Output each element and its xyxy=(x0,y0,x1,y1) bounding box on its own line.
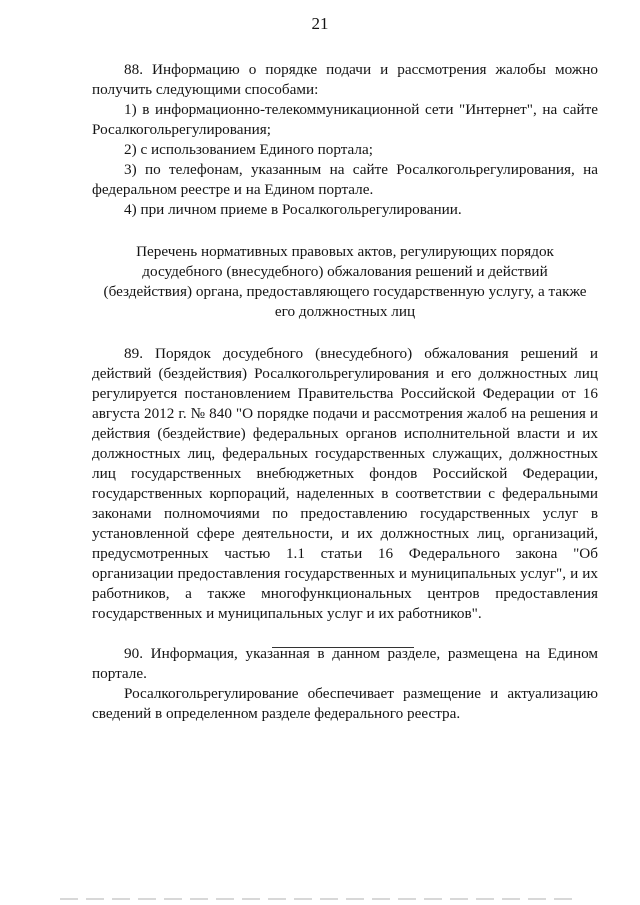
section-89-paragraph: 89. Порядок досудебного (внесудебного) обжалования решений и действий (бездействия) Росалкогольрегулирования и его должностных лиц регулируется постановлением Правительства Российской Федерации от 16 августа 2012 г. № 840 "О порядке подачи и рассмотрения жалоб на решения и действия (бездействие) федеральных органов исполнительной власти и их должностных лиц, федеральных государственных служащих, должностных лиц государственных внебюджетных фондов Российской Федерации, государственных корпораций, наделенных в соответствии с федеральными законами полномочиями по предоставлению государственных услуг в установленной сфере деятельности, и их должностных лиц, организаций, предусмотренных частью 1.1 статьи 16 Федерального закона "Об организации предоставления государственных и муниципальных услуг", и их работников, а также многофункциональных центров предоставления государственных и муниципальных услуг и их работников". xyxy=(92,345,598,622)
document-body xyxy=(92,60,598,724)
section-88-item-3: 3) по телефонам, указанным на сайте Росалкогольрегулирования, на федеральном реестре и на Едином портале. xyxy=(92,161,598,198)
page-number: 21 xyxy=(311,14,329,33)
section-88-intro: 88. Информацию о порядке подачи и рассмотрения жалобы можно получить следующими способами: xyxy=(92,61,598,98)
section-90-followup: Росалкогольрегулирование обеспечивает размещение и актуализацию сведений в определенном разделе федерального реестра. xyxy=(92,685,598,722)
end-divider-line xyxy=(272,647,414,648)
scan-edge-artifact xyxy=(60,898,580,900)
section-90-paragraph: 90. Информация, указанная в данном разделе, размещена на Едином портале. xyxy=(92,645,598,682)
section-88-item-2: 2) с использованием Единого портала; xyxy=(124,141,373,158)
section-heading: Перечень нормативных правовых актов, регулирующих порядок досудебного (внесудебного) обжалования решений и действий (бездействия) органа, предоставляющего государственную услугу, а также его должностных лиц xyxy=(103,243,587,320)
section-88-item-4: 4) при личном приеме в Росалкогольрегулировании. xyxy=(124,201,462,218)
section-88-item-1: 1) в информационно-телекоммуникационной сети "Интернет", на сайте Росалкогольрегулирования; xyxy=(92,101,598,138)
